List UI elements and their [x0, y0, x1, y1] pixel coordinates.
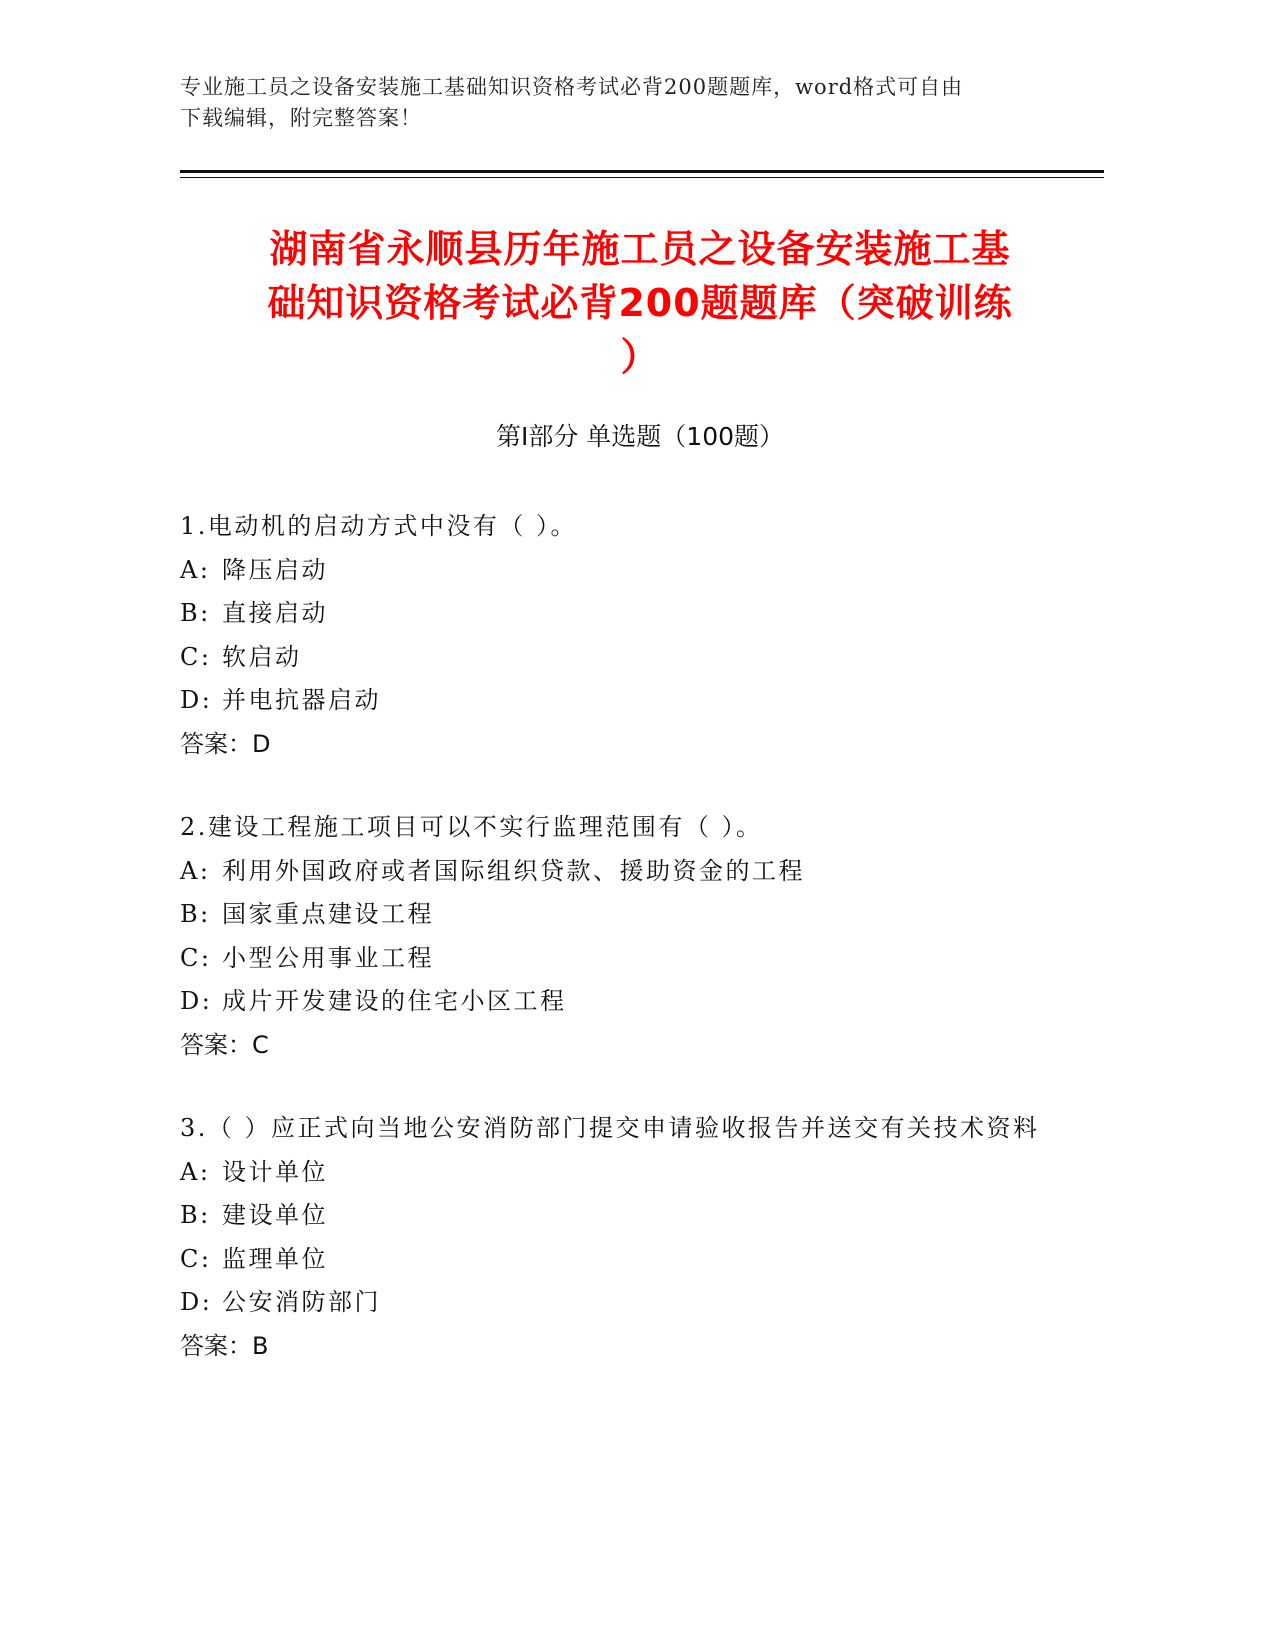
option-text: 直接启动 — [222, 599, 328, 627]
option-d — [180, 1281, 1040, 1325]
option-b — [180, 1194, 1040, 1238]
question-stem: 1.电动机的启动方式中没有（ ）。 — [180, 512, 578, 540]
option-d — [180, 679, 1040, 723]
question-stem: 3.（ ）应正式向当地公安消防部门提交申请验收报告并送交有关技术资料 — [180, 1114, 1040, 1142]
option-text: 监理单位 — [222, 1244, 328, 1273]
option-text: 小型公用事业工程 — [222, 943, 434, 972]
option-key: C: — [180, 943, 212, 972]
answer: 答案：C — [180, 1030, 269, 1059]
option-text: 利用外国政府或者国际组织贷款、援助资金的工程 — [222, 856, 805, 885]
header-divider-thin — [180, 177, 1104, 178]
option-b — [180, 893, 1040, 937]
header-divider-thick — [180, 170, 1104, 173]
section-title: 第Ⅰ部分 单选题（100题） — [495, 422, 785, 451]
option-a — [180, 1151, 1040, 1195]
document-title-line-3: ） — [620, 335, 660, 379]
option-key: C: — [180, 642, 212, 671]
option-text: 并电抗器启动 — [222, 686, 381, 714]
header-note-line-2: 下载编辑，附完整答案！ — [180, 106, 422, 130]
option-key: C: — [180, 1244, 212, 1273]
question-3 — [180, 1107, 1040, 1368]
option-c — [180, 636, 1040, 680]
option-key: D: — [180, 1288, 213, 1316]
document-title-line-2: 础知识资格考试必背200题题库（突破训练 — [267, 281, 1013, 325]
header-note-line-1: 专业施工员之设备安装施工基础知识资格考试必背200题题库，word格式可自由 — [180, 75, 964, 99]
option-d — [180, 980, 1040, 1024]
option-text: 软启动 — [222, 642, 302, 671]
answer: 答案：D — [180, 729, 271, 758]
option-c — [180, 937, 1040, 981]
option-a — [180, 549, 1040, 593]
option-text: 成片开发建设的住宅小区工程 — [222, 987, 567, 1015]
option-key: B: — [180, 1201, 211, 1229]
question-stem: 2.建设工程施工项目可以不实行监理范围有（ ）。 — [180, 813, 763, 841]
option-a — [180, 850, 1040, 894]
option-text: 国家重点建设工程 — [222, 900, 434, 928]
option-c — [180, 1238, 1040, 1282]
option-key: A: — [180, 856, 211, 885]
question-1 — [180, 505, 1040, 766]
option-text: 公安消防部门 — [222, 1288, 381, 1316]
option-key: A: — [180, 1157, 211, 1186]
option-key: B: — [180, 900, 211, 928]
answer: 答案：B — [180, 1331, 269, 1360]
option-key: D: — [180, 987, 213, 1015]
option-text: 设计单位 — [222, 1157, 328, 1186]
question-list — [180, 505, 1040, 1408]
option-b — [180, 592, 1040, 636]
option-text: 建设单位 — [222, 1201, 328, 1229]
header-note — [180, 72, 1040, 134]
option-key: B: — [180, 599, 211, 627]
option-text: 降压启动 — [222, 555, 328, 584]
question-2 — [180, 806, 1040, 1067]
option-key: A: — [180, 555, 211, 584]
document-title — [185, 222, 1095, 384]
option-key: D: — [180, 686, 213, 714]
document-title-line-1: 湖南省永顺县历年施工员之设备安装施工基 — [269, 227, 1011, 271]
